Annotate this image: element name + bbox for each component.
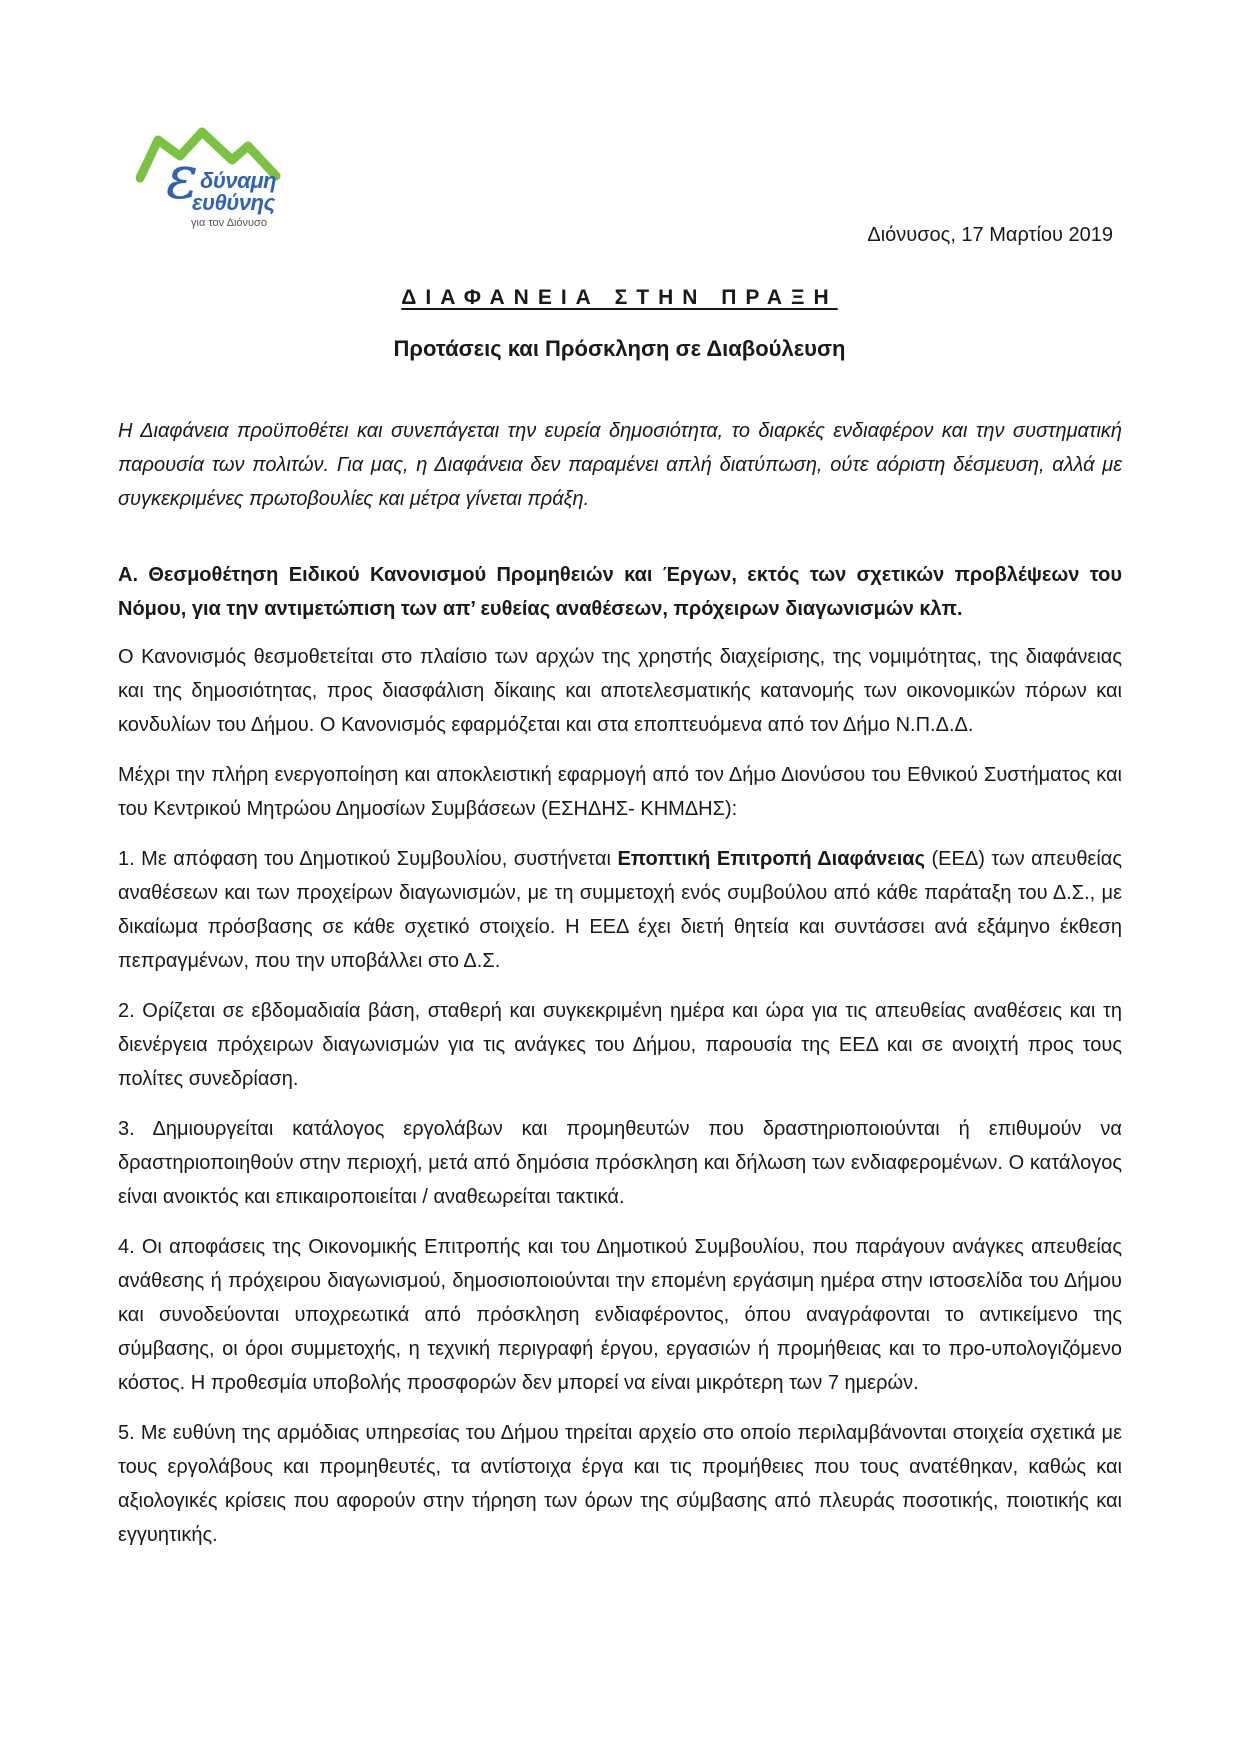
document-date: Διόνυσος, 17 Μαρτίου 2019 xyxy=(867,224,1113,246)
logo-name-line1: δύναμη xyxy=(200,168,277,193)
logo-tagline: για τον Διόνυσο xyxy=(191,217,267,229)
section-a-heading: Α. Θεσμοθέτηση Ειδικού Κανονισμού Προμηθειών και Έργων, εκτός των σχετικών προβλέψεων του Νόμου, για την αντιμετώπιση των απ’ ευθείας αναθέσεων, πρόχειρων διαγωνισμών κλπ. xyxy=(118,564,1122,620)
logo xyxy=(136,126,316,236)
list-item-4: 4. Οι αποφάσεις της Οικονομικής Επιτροπής και του Δημοτικού Συμβουλίου, που παράγουν ανάγκες απευθείας ανάθεσης ή πρόχειρου διαγωνισμού, δημοσιοποιούνται την επομένη εργάσιμη ημέρα στην ιστοσελίδα του Δήμου και συνοδεύονται υποχρεωτικά από πρόσκληση ενδιαφέροντος, όπου αναγράφονται το αντικείμενο της σύμβασης, οι όροι συμμετοχής, η τεχνική περιγραφή έργου, εργασιών ή προμήθειας και το προ-υπολογιζόμενο κόστος. Η προθεσμία υποβολής προσφορών δεν μπορεί να είναι μικρότερη των 7 ημερών. xyxy=(118,1236,1122,1394)
document-title: ΔΙΑΦΑΝΕΙΑ ΣΤΗΝ ΠΡΑΞΗ xyxy=(401,286,838,309)
document-body xyxy=(118,414,1122,1568)
list-item-1-text-start: 1. Με απόφαση του Δημοτικού Συμβουλίου, συστήνεται xyxy=(118,848,618,870)
list-item-5: 5. Με ευθύνη της αρμόδιας υπηρεσίας του Δήμου τηρείται αρχείο στο οποίο περιλαμβάνονται στοιχεία σχετικά με τους εργολάβους και προμηθευτές, τα αντίστοιχα έργα και τις προμήθειες που τους ανατέθηκαν, καθώς και αξιολογικές κρίσεις που αφορούν στην τήρηση των όρων της σύμβασης από πλευράς ποσοτικής, ποιοτικής και εγγυητικής. xyxy=(118,1422,1122,1546)
logo-name-line2: ευθύνης xyxy=(192,190,275,215)
section-a-paragraph-1: Ο Κανονισμός θεσμοθετείται στο πλαίσιο των αρχών της χρηστής διαχείρισης, της νομιμότητας, της διαφάνειας και της δημοσιότητας, προς διασφάλιση δίκαιης και αποτελεσματικής κατανομής των οικονομικών πόρων και κονδυλίων του Δήμου. Ο Κανονισμός εφαρμόζεται και στα εποπτευόμενα από τον Δήμο Ν.Π.Δ.Δ. xyxy=(118,646,1122,736)
committee-name: Εποπτική Επιτροπή Διαφάνειας xyxy=(617,848,926,870)
list-item-1 xyxy=(118,842,1122,978)
document-subtitle: Προτάσεις και Πρόσκληση σε Διαβούλευση xyxy=(393,336,846,361)
section-a-paragraph-2: Μέχρι την πλήρη ενεργοποίηση και αποκλειστική εφαρμογή από τον Δήμο Διονύσου του Εθνικού Συστήματος και του Κεντρικού Μητρώου Δημοσίων Συμβάσεων (ΕΣΗΔΗΣ- ΚΗΜΔΗΣ): xyxy=(118,764,1122,820)
list-item-3: 3. Δημιουργείται κατάλογος εργολάβων και προμηθευτών που δραστηριοποιούνται ή επιθυμούν να δραστηριοποιηθούν στην περιοχή, μετά από δημόσια πρόσκληση και δήλωση των ενδιαφερομένων. Ο κατάλογος είναι ανοικτός και επικαιροποιείται / αναθεωρείται τακτικά. xyxy=(118,1118,1122,1208)
intro-paragraph: Η Διαφάνεια προϋποθέτει και συνεπάγεται την ευρεία δημοσιότητα, το διαρκές ενδιαφέρον και την συστηματική παρουσία των πολιτών. Για μας, η Διαφάνεια δεν παραμένει απλή διατύπωση, ούτε αόριστη δέσμευση, αλλά με συγκεκριμένες πρωτοβουλίες και μέτρα γίνεται πράξη. xyxy=(118,420,1122,510)
list-item-2: 2. Ορίζεται σε εβδομαδιαία βάση, σταθερή και συγκεκριμένη ημέρα και ώρα για τις απευθείας αναθέσεις και τη διενέργεια πρόχειρων διαγωνισμών για τις ανάγκες του Δήμου, παρουσία της ΕΕΔ και σε ανοιχτή προς τους πολίτες συνεδρίαση. xyxy=(118,1000,1122,1090)
list-item-1-text-end: (ΕΕΔ) των απευθείας αναθέσεων και των προχείρων διαγωνισμών, με τη συμμετοχή ενός συμβούλου από κάθε παράταξη του Δ.Σ., με δικαίωμα πρόσβασης σε κάθε σχετικό στοιχείο. Η ΕΕΔ έχει διετή θητεία και συντάσσει ανά εξάμηνο έκθεση πεπραγμένων, που την υποβάλλει στο Δ.Σ. xyxy=(118,848,1122,972)
logo-letter: ε xyxy=(166,143,199,213)
